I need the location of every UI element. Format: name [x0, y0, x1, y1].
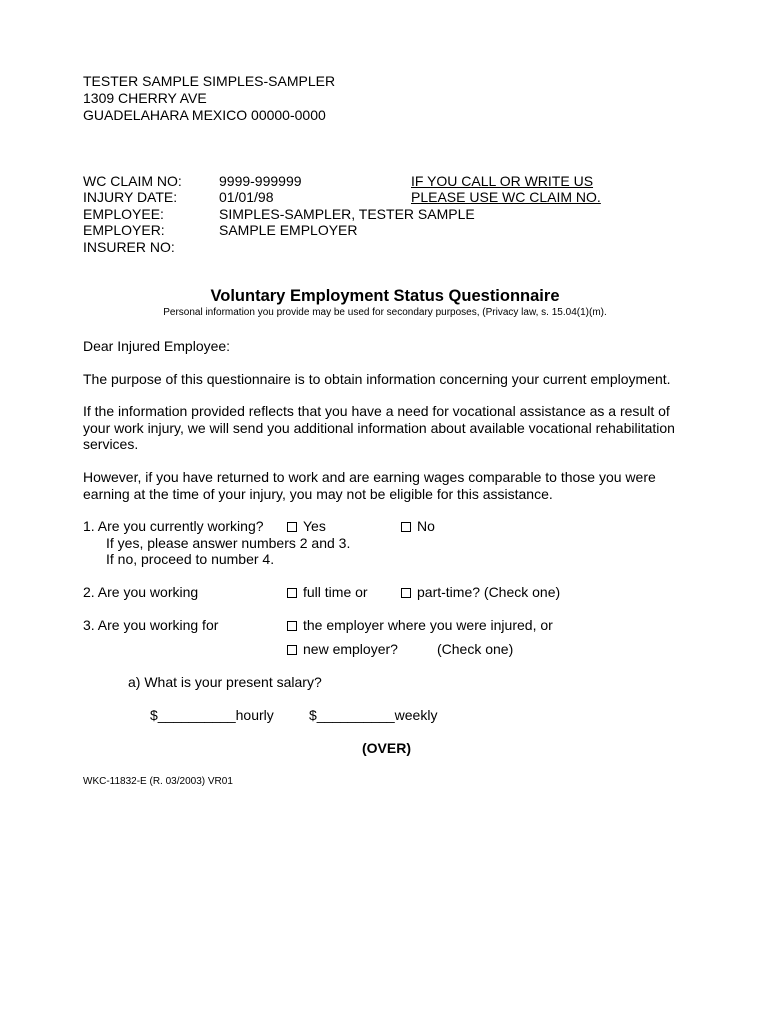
salutation: Dear Injured Employee:	[83, 338, 231, 354]
q1-yes-option[interactable]	[287, 518, 326, 535]
q3-new-employer-checkbox[interactable]	[287, 645, 297, 655]
q1-yes-instruction: If yes, please answer numbers 2 and 3.	[106, 535, 351, 551]
q3-new-employer-label: new employer?	[303, 641, 398, 657]
claim-no-value: 9999-999999	[219, 173, 302, 189]
q2-parttime-checkbox[interactable]	[401, 588, 411, 598]
q1-no-instruction: If no, proceed to number 4.	[106, 551, 275, 567]
q2-parttime-option[interactable]	[401, 584, 560, 601]
q1-yes-checkbox[interactable]	[287, 522, 297, 532]
q1-no-label: No	[417, 518, 435, 534]
eligibility-paragraph: However, if you have returned to work and are earning wages comparable to those you were earning at the time of your injury, you may not be eligible for this assistance.	[83, 469, 656, 502]
insurer-no-label: INSURER NO:	[83, 239, 175, 255]
q3-check-one-note: (Check one)	[437, 641, 514, 657]
injury-date-label: INJURY DATE:	[83, 189, 178, 205]
q1-no-checkbox[interactable]	[401, 522, 411, 532]
call-notice-line2: PLEASE USE WC CLAIM NO.	[411, 189, 601, 205]
q3-injury-employer-option[interactable]	[287, 617, 553, 634]
form-code: WKC-11832-E (R. 03/2003) VR01	[83, 776, 233, 787]
q2-fulltime-checkbox[interactable]	[287, 588, 297, 598]
employer-value: SAMPLE EMPLOYER	[219, 222, 358, 238]
employer-label: EMPLOYER:	[83, 222, 165, 238]
employee-label: EMPLOYEE:	[83, 206, 164, 222]
q3-injury-employer-label: the employer where you were injured, or	[303, 617, 553, 633]
q2-fulltime-option[interactable]	[287, 584, 368, 601]
q3-new-employer-option[interactable]	[287, 641, 398, 658]
q2-parttime-label: part-time? (Check one)	[417, 584, 561, 600]
hourly-salary-field[interactable]: $__________hourly	[150, 707, 274, 723]
q1-yes-label: Yes	[303, 518, 326, 534]
recipient-name: TESTER SAMPLE SIMPLES-SAMPLER	[83, 73, 336, 89]
call-notice-line1: IF YOU CALL OR WRITE US	[411, 173, 594, 189]
employee-value: SIMPLES-SAMPLER, TESTER SAMPLE	[219, 206, 475, 222]
form-title: Voluntary Employment Status Questionnaire	[210, 287, 560, 305]
q1-no-option[interactable]	[401, 518, 435, 535]
question-2-text: 2. Are you working	[83, 584, 199, 600]
privacy-note: Personal information you provide may be used for secondary purposes, (Privacy law, s. 15.04(1)(m).	[163, 307, 607, 318]
claim-no-label: WC CLAIM NO:	[83, 173, 182, 189]
vocational-paragraph: If the information provided reflects that you have a need for vocational assistance as a result of your work injury, we will send you additional information about available vocational rehabilitation services.	[83, 403, 675, 452]
injury-date-value: 01/01/98	[219, 189, 274, 205]
weekly-salary-field[interactable]: $__________weekly	[309, 707, 438, 723]
recipient-street: 1309 CHERRY AVE	[83, 90, 207, 106]
question-3a-text: a) What is your present salary?	[128, 674, 322, 690]
q2-fulltime-label: full time or	[303, 584, 368, 600]
purpose-paragraph: The purpose of this questionnaire is to obtain information concerning your current employment.	[83, 371, 671, 387]
question-3-text: 3. Are you working for	[83, 617, 219, 633]
over-indicator: (OVER)	[362, 740, 411, 756]
question-1-text: 1. Are you currently working?	[83, 518, 264, 534]
recipient-city: GUADELAHARA MEXICO 00000-0000	[83, 107, 326, 123]
q3-injury-employer-checkbox[interactable]	[287, 621, 297, 631]
